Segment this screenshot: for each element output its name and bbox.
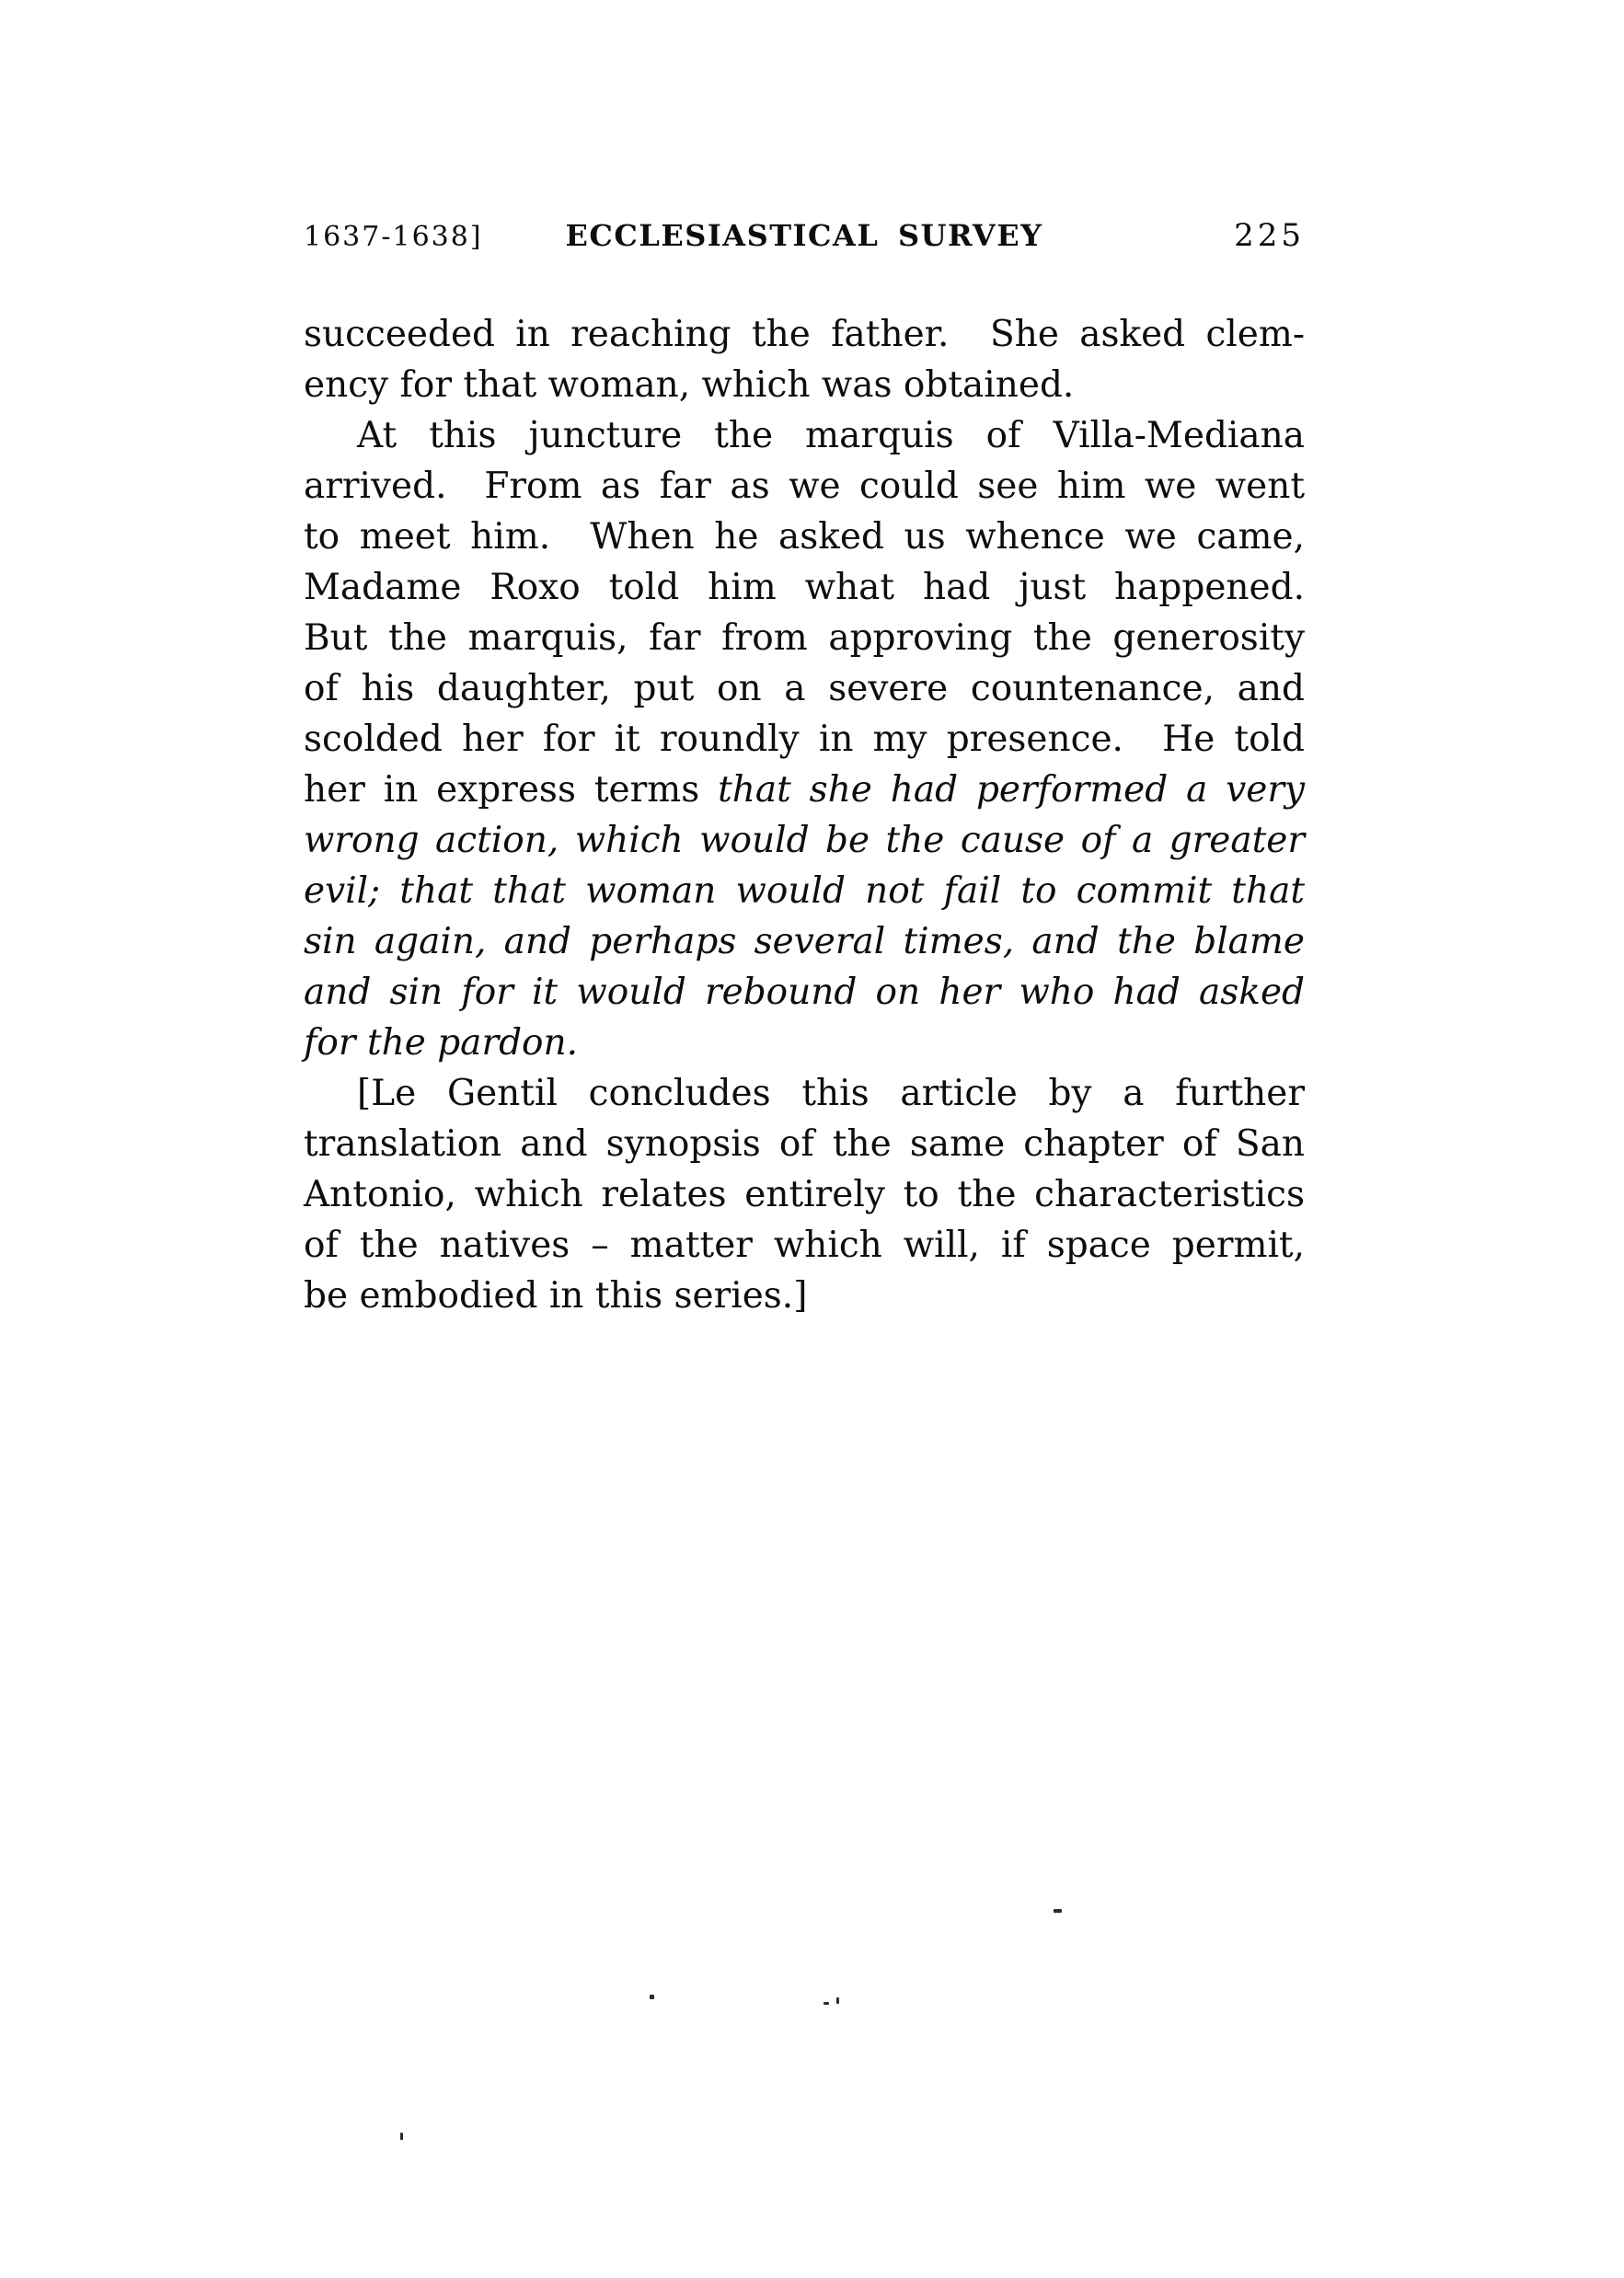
text-line bbox=[304, 866, 1305, 916]
text-line bbox=[304, 461, 1305, 512]
italic-text-segment: evil; that that woman would not fail to commit that bbox=[304, 870, 1305, 912]
text-line bbox=[304, 1220, 1305, 1271]
scan-speck bbox=[1054, 1909, 1062, 1913]
text-segment: [Le Gentil concludes this article by a further bbox=[357, 1073, 1305, 1114]
text-segment: arrived. From as far as we could see him we went bbox=[304, 466, 1305, 507]
text-line bbox=[304, 1169, 1305, 1220]
header-page-number: 225 bbox=[1234, 217, 1305, 254]
italic-text-segment: sin again, and perhaps several times, and the blame bbox=[304, 921, 1305, 962]
body-text bbox=[304, 309, 1305, 1321]
text-line bbox=[304, 1068, 1305, 1119]
text-line bbox=[304, 512, 1305, 562]
scan-speck bbox=[824, 2002, 829, 2005]
italic-text-segment: that she had performed a very bbox=[718, 769, 1306, 811]
text-segment: be embodied in this series.] bbox=[304, 1275, 808, 1317]
text-segment: of the natives – matter which will, if space permit, bbox=[304, 1225, 1305, 1266]
page-header bbox=[304, 217, 1305, 254]
text-segment: translation and synopsis of the same chapter of San bbox=[304, 1123, 1305, 1165]
italic-text-segment: wrong action, which would be the cause of a greater bbox=[304, 820, 1305, 861]
text-line bbox=[304, 360, 1305, 410]
text-segment: scolded her for it roundly in my presence. He told bbox=[304, 719, 1305, 760]
scan-speck bbox=[650, 1995, 654, 1999]
text-line bbox=[304, 309, 1305, 360]
text-line bbox=[304, 613, 1305, 663]
text-segment: to meet him. When he asked us whence we came, bbox=[304, 516, 1305, 558]
header-year-range: 1637-1638] bbox=[304, 221, 483, 253]
header-running-title: ECCLESIASTICAL SURVEY bbox=[565, 218, 1043, 253]
text-line bbox=[304, 765, 1305, 815]
text-segment: her in express terms bbox=[304, 769, 719, 811]
scan-speck bbox=[400, 2133, 403, 2140]
text-line bbox=[304, 562, 1305, 613]
text-line bbox=[304, 663, 1305, 714]
text-segment: But the marquis, far from approving the generosity bbox=[304, 617, 1305, 659]
text-line bbox=[304, 815, 1305, 866]
text-segment: At this juncture the marquis of Villa-Mediana bbox=[357, 415, 1305, 456]
text-line bbox=[304, 967, 1305, 1018]
text-line bbox=[304, 916, 1305, 967]
text-line bbox=[304, 714, 1305, 765]
text-line bbox=[304, 1018, 1305, 1068]
text-segment: Antonio, which relates entirely to the characteristics bbox=[304, 1174, 1305, 1215]
italic-text-segment: and sin for it would rebound on her who had asked bbox=[304, 972, 1305, 1013]
italic-text-segment: for the pardon. bbox=[304, 1022, 579, 1064]
text-segment: Madame Roxo told him what had just happened. bbox=[304, 567, 1305, 608]
text-line bbox=[304, 1119, 1305, 1169]
text-line bbox=[304, 410, 1305, 461]
text-line bbox=[304, 1271, 1305, 1321]
text-segment: ency for that woman, which was obtained. bbox=[304, 364, 1075, 406]
text-segment: succeeded in reaching the father. She asked clem- bbox=[304, 314, 1305, 355]
text-segment: of his daughter, put on a severe countenance, and bbox=[304, 668, 1305, 709]
scan-speck bbox=[836, 1997, 839, 2004]
